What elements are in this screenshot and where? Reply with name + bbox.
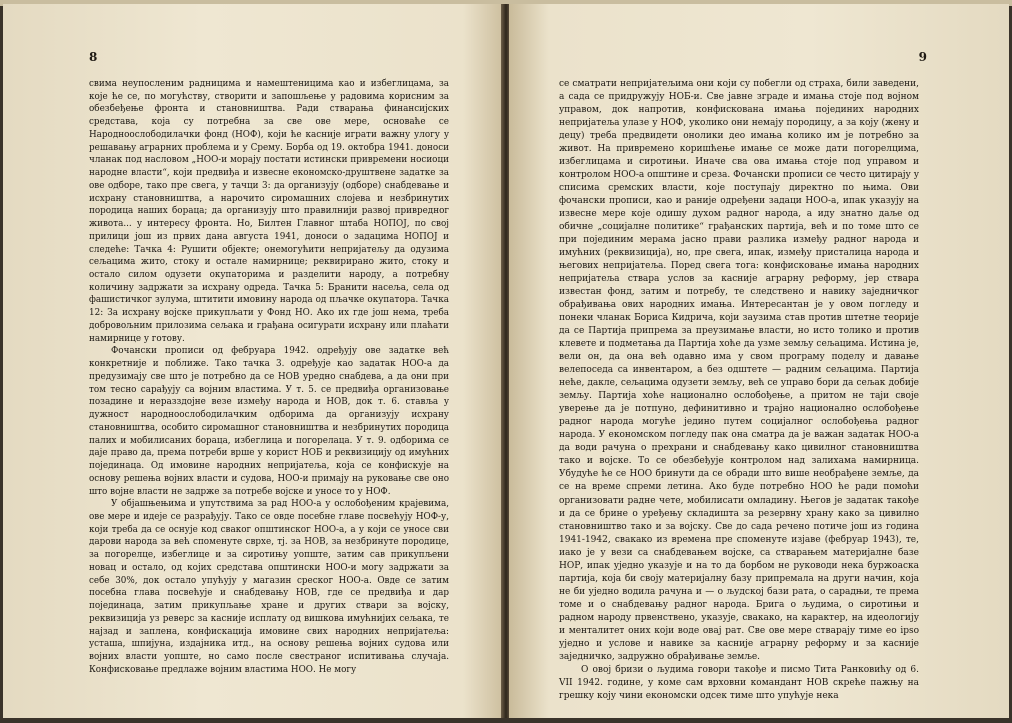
paragraph: О овој бризи о људима говори такође и писмо Тита Ранковићу од 6. VII 1942. године, у коме сам врховни командант НОВ скреће пажњу на грешку коју чини економски одсек тиме што упућује нека — [559, 664, 919, 701]
paragraph: Фочански прописи од фебруара 1942. одређују ове задатке већ конкретније и поближе. Тако тачка 3. одређује као задатак НОО-а да предузимају све што је потребно да се НОВ уредно снабдева, а да они при том тесно сарађују са војним властима. У т. 5. се предвиђа организовање позадине и неразздојне везе између народа и НОВ, док т. 6. ставља у дужност народноослободилачким одборима да организују исхрану становништва, особито сиромашног становништва и незбринутих породица палих и мобилисаних бораца, избеглица и погорелаца. У т. 9. одборима се даје право да, према потреби врше у корист НОБ и реквизицију од имућних појединаца. Од имовине народних непријатеља, која се конфискује на основу решења војних власти и судова, НОО-и примају на руковање све оно што војне власти не задрже за потребе војске и уносе то у НОФ. — [89, 346, 449, 497]
left-page-text — [89, 78, 449, 677]
paragraph: свима неупосленим радницима и намештеницима као и избеглицама, за које ће се, по могућству, створити и запошљење у радовима корисним за обезбеђење фронта и становништва. Ради стварања финансијских средстава, која су потребна за све ове мере, основаће се Народноослободилачки фонд (НОФ), који ће касније играти важну улогу у решавању аграрних проблема и у Срему. Борба од 19. октобра 1941. доноси чланак под насловом „НОО-и морају постати истински привремени носиоци народне власти“, који предвиђа и извесне економско-друштвене задатке за ове одборе, тако пре свега, у тачци 3: да организују (одборе) снабдевање и исхрану становништва, а нарочито сиромашних слојева и незбринутих породица наших бораца; да организују што правилнији развој привредног живота... у интересу фронта. Но, Билтен Главног штаба НОПОЈ, по свој прилици још из првих дана августа 1941, доноси о задацима НОПОЈ и следеће: Тачка 4: Рушити објекте; онемогућити непријатељу да одузима сељацима жито, стоку и остале намирнице; реквирирано жито, стоку и остало силом одузети окупаторима и разделити народу, а потребну количину задржати за исхрану одреда. Тачка 5: Бранити насеља, села од фашистичког зулума, штитити имовину народа од пљачке окупатора. Тачка 12: За исхрану војске прикупљати у Фонд НО. Ако их где још нема, треба добровољним прилозима сељака и грађана осигурати исхрану или плаћати намирнице у готову. — [89, 79, 449, 344]
left-page — [3, 4, 503, 718]
paragraph: се сматрати непријатељима они који су побегли од страха, били заведени, а сада се придружују НОБ-и. Све јавне зграде и имања стоје под војном управом, док напротив, конфискована имања појединих народних непријатеља улазе у НОФ, уколико они немају породицу, а за коју (жену и децу) треба предвидети онолики део имања колико им је потребно за живот. На привремено коришћење имање се може дати погорелцима, избеглицама и сиротињи. Иначе сва ова имања стоје под управом и контролом НОО-а општине и среза. Фочански прописи се често цитирају у списима сремских власти, које поступају директно по њима. Ови фочански прописи, као и раније одређени задаци НОО-а, ипак указују на извесне мере које одишу духом радног народа, а иду знатно даље од обичне „социјалне политике“ грађанских партија, већ и по томе што се при појединим мерама јасно прави разлика између радног народа и имућних (реквизиција), но, пре свега, ипак, између присталица народа и његових непријатеља. Поред свега тога: конфисковање имања народних непријатеља ствара услов за касније аграрну реформу, јер ствара известан фонд, затим и потребу, те следствено и навику заједничког обрађивања ових народних имања. Интересантан је у овом погледу и понеки чланак Бориса Кидрича, који заузима став против штетне теорије да се Партија припрема за преузимање власти, но исто толико и против клевете и подметања да Партија хоће да узме земљу сељацима. Истина је, вели он, да она већ одавно има у свом програму поделу и давање велепоседа са инвентаром, а без одштете — радним сељацима. Партија неће, дакле, сељацима одузети земљу, већ се управо бори да сељак добије земљу. Партија хоће национално ослобођење, а притом не таји своје уверење да је потпуно, дефинитивно и трајно национално ослобођење радног народа могуће једино путем социјалног ослобођења радног народа. У економском погледу пак она сматра да је важан задатак НОО-а да води рачуна о прехрани и снабдевању како цивилног становништва тако и војске. То се обезбеђује контролом над залихама намирница. Убудуће ће се НОО бринути да се обради што више необрађене земље, да се на време спреми летина. Ако буде потребно НОО ће ради помоћи организовати радне чете, мобилисати омладину. Његов је задатак такође и да се брине о уређењу складишта за резервну храну како за цивилно становништво тако и за војску. Све до сада речено потиче још из година 1941-1942, свакако из времена пре споменуте изјаве (фебруар 1943), те, иако је у вези са снабдевањем војске, са стварањем материјалне базе НОР, ипак уједно указује и на то да борбом не руководи нека буржоаска партија, која би своју материјалну базу припремала на други начин, која не би уједно водила рачуна и — о људској бази рата, о сарадњи, те према томе и о снабдевању радног народа. Брига о људима, о сиротињи и радном народу првенствено, указује, свакако, на карактер, на идеологију и менталитет оних који воде овај рат. Све ове мере стварају тиме eo ipso уједно и услове и навике за касније аграрну реформу и за касније заједничко, задружно обрађивање земље. — [559, 79, 919, 662]
page-number-right: 9 — [918, 50, 927, 64]
right-page-text — [559, 78, 919, 703]
page-number-left: 8 — [89, 50, 98, 64]
right-page — [509, 4, 1009, 718]
paragraph: У објашњењима и упутствима за рад НОО-а у ослобођеним крајевима, ове мере и идеје се разрађују. Тако се овде посебне главе посвећују НОФ-у, који треба да се оснује код сваког општинског НОО-а, а у који се уносе сви дарови народа за већ споменуте сврхе, тј. за НОВ, за незбринуте породице, за погорелце, избеглице и за сиротињу уопште, затим сав прикупљени новац и остало, од којих средстава општински НОО-и могу задржати за себе 30%, док остало упућују у магазин среског НОО-а. Овде се затим посебна глава посвећује и снабдевању НОВ, где се предвиђа и дар појединаца, затим прикупљање хране и других ствари за војску, реквизиција уз реверс за касније исплату од вишкова имућнијих сељака, те најзад и заплена, конфискација имовине свих народних непријатеља: усташа, шпијуна, издајника итд., на основу решења војних судова или војних власти уопште, но само после свестраног испитивања случаја. Конфисковање предлаже војним властима НОО. Не могу — [89, 499, 449, 675]
